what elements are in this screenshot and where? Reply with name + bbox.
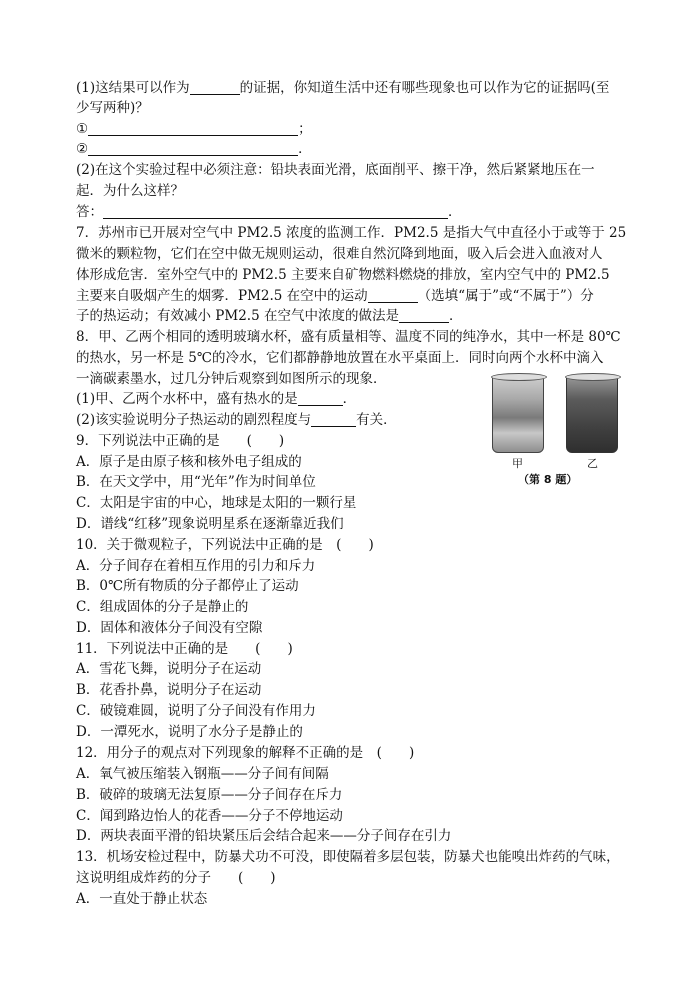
q12-option-b[interactable]: B．破碎的玻璃无法复原——分子间存在斥力: [76, 787, 343, 803]
answer-blank[interactable]: [368, 288, 418, 303]
answer-blank[interactable]: [103, 204, 448, 219]
q10-stem: 10．关于微观粒子，下列说法中正确的是 ( ): [76, 537, 374, 553]
answer-blank[interactable]: [298, 391, 343, 406]
q8-line: 一滴碳素墨水，过几分钟后观察到如图所示的现象．: [76, 371, 387, 387]
q6-answer-2: ② ．: [76, 141, 312, 157]
q8-part2: (2)该实验说明分子热运动的剧烈程度与 有关．: [76, 412, 397, 428]
q7-line: 体形成危害．室外空气中的 PM2.5 主要来自矿物燃料燃烧的排放，室内空气中的 PM2.5: [76, 267, 610, 283]
q11-stem: 11．下列说法中正确的是 ( ): [76, 641, 293, 657]
beaker-yi-image: [566, 375, 618, 453]
q10-option-c[interactable]: C．组成固体的分子是静止的: [76, 599, 249, 615]
answer-blank[interactable]: [88, 121, 298, 136]
q12-option-a[interactable]: A．氧气被压缩装入钢瓶——分子间有间隔: [76, 766, 329, 782]
q6-part1-line: (1)这结果可以作为 的证据，你知道生活中还有哪些现象也可以作为它的证据吗(至: [76, 80, 610, 96]
q6-part2-line: (2)在这个实验过程中必须注意：铅块表面光滑，底面削平、擦干净，然后紧紧地压在一: [76, 162, 595, 178]
q7-line: 主要来自吸烟产生的烟雾．PM2.5 在空中的运动 （选填“属于”或“不属于”）分: [76, 288, 594, 304]
q11-option-b[interactable]: B．花香扑鼻，说明分子在运动: [76, 682, 262, 698]
q6-answer-line: 答： ．: [76, 204, 462, 220]
q11-option-c[interactable]: C．破镜难圆，说明了分子间没有作用力: [76, 703, 316, 719]
q12-stem: 12．用分子的观点对下列现象的解释不正确的是 ( ): [76, 745, 415, 761]
q7-line: 微米的颗粒物，它们在空中做无规则运动，很难自然沉降到地面，吸入后会进入血液对人: [76, 246, 603, 262]
beaker-figure: [480, 375, 635, 487]
q7-line: 子的热运动；有效减小 PM2.5 在空气中浓度的做法是 ．: [76, 308, 463, 324]
q13-stem-line2: 这说明组成炸药的分子 ( ): [76, 870, 276, 886]
q12-option-d[interactable]: D．两块表面平滑的铅块紧压后会结合起来——分子间存在引力: [76, 828, 452, 844]
q6-part1-line2: 少写两种)？: [76, 100, 149, 116]
answer-blank[interactable]: [311, 412, 356, 427]
q9-option-d[interactable]: D．谱线“红移”现象说明星系在逐渐靠近我们: [76, 516, 344, 532]
q6-answer-1: ① ；: [76, 121, 312, 137]
q10-option-d[interactable]: D．固体和液体分子间没有空隙: [76, 620, 263, 636]
q8-part1: (1)甲、乙两个水杯中，盛有热水的是 ．: [76, 391, 357, 407]
q10-option-b[interactable]: B．0℃所有物质的分子都停止了运动: [76, 578, 299, 594]
q11-option-a[interactable]: A．雪花飞舞，说明分子在运动: [76, 661, 262, 677]
q13-option-a[interactable]: A．一直处于静止状态: [76, 891, 208, 907]
q6-part2-line2: 起．为什么这样？: [76, 183, 184, 199]
q9-option-c[interactable]: C．太阳是宇宙的中心，地球是太阳的一颗行星: [76, 495, 357, 511]
q12-option-c[interactable]: C．闻到路边怡人的花香——分子不停地运动: [76, 808, 343, 824]
q8-line: 8．甲、乙两个相同的透明玻璃水杯，盛有质量相等、温度不同的纯净水，其中一杯是 80℃: [76, 329, 621, 345]
q11-option-d[interactable]: D．一潭死水，说明了水分子是静止的: [76, 724, 303, 740]
q8-line: 的热水，另一杯是 5℃的冷水，它们都静静地放置在水平桌面上．同时向两个水杯中滴入: [76, 350, 604, 366]
q9-option-b[interactable]: B．在天文学中，用“光年”作为时间单位: [76, 474, 316, 490]
figure-caption: （第 8 题）: [518, 473, 578, 486]
beaker-jia-image: [492, 375, 544, 453]
answer-blank[interactable]: [190, 80, 240, 95]
beaker-jia-label: 甲: [512, 457, 523, 470]
q9-stem: 9．下列说法中正确的是 ( ): [76, 433, 285, 449]
answer-blank[interactable]: [399, 308, 449, 323]
q10-option-a[interactable]: A．分子间存在着相互作用的引力和斥力: [76, 558, 316, 574]
q7-line: 7．苏州市已开展对空气中 PM2.5 浓度的监测工作．PM2.5 是指大气中直径小于或等于 25: [76, 225, 627, 241]
answer-blank[interactable]: [88, 141, 298, 156]
q9-option-a[interactable]: A．原子是由原子核和核外电子组成的: [76, 454, 302, 470]
q13-stem: 13．机场安检过程中，防暴犬功不可没，即使隔着多层包装，防暴犬也能嗅出炸药的气味，: [76, 849, 620, 865]
beaker-yi-label: 乙: [587, 457, 598, 470]
